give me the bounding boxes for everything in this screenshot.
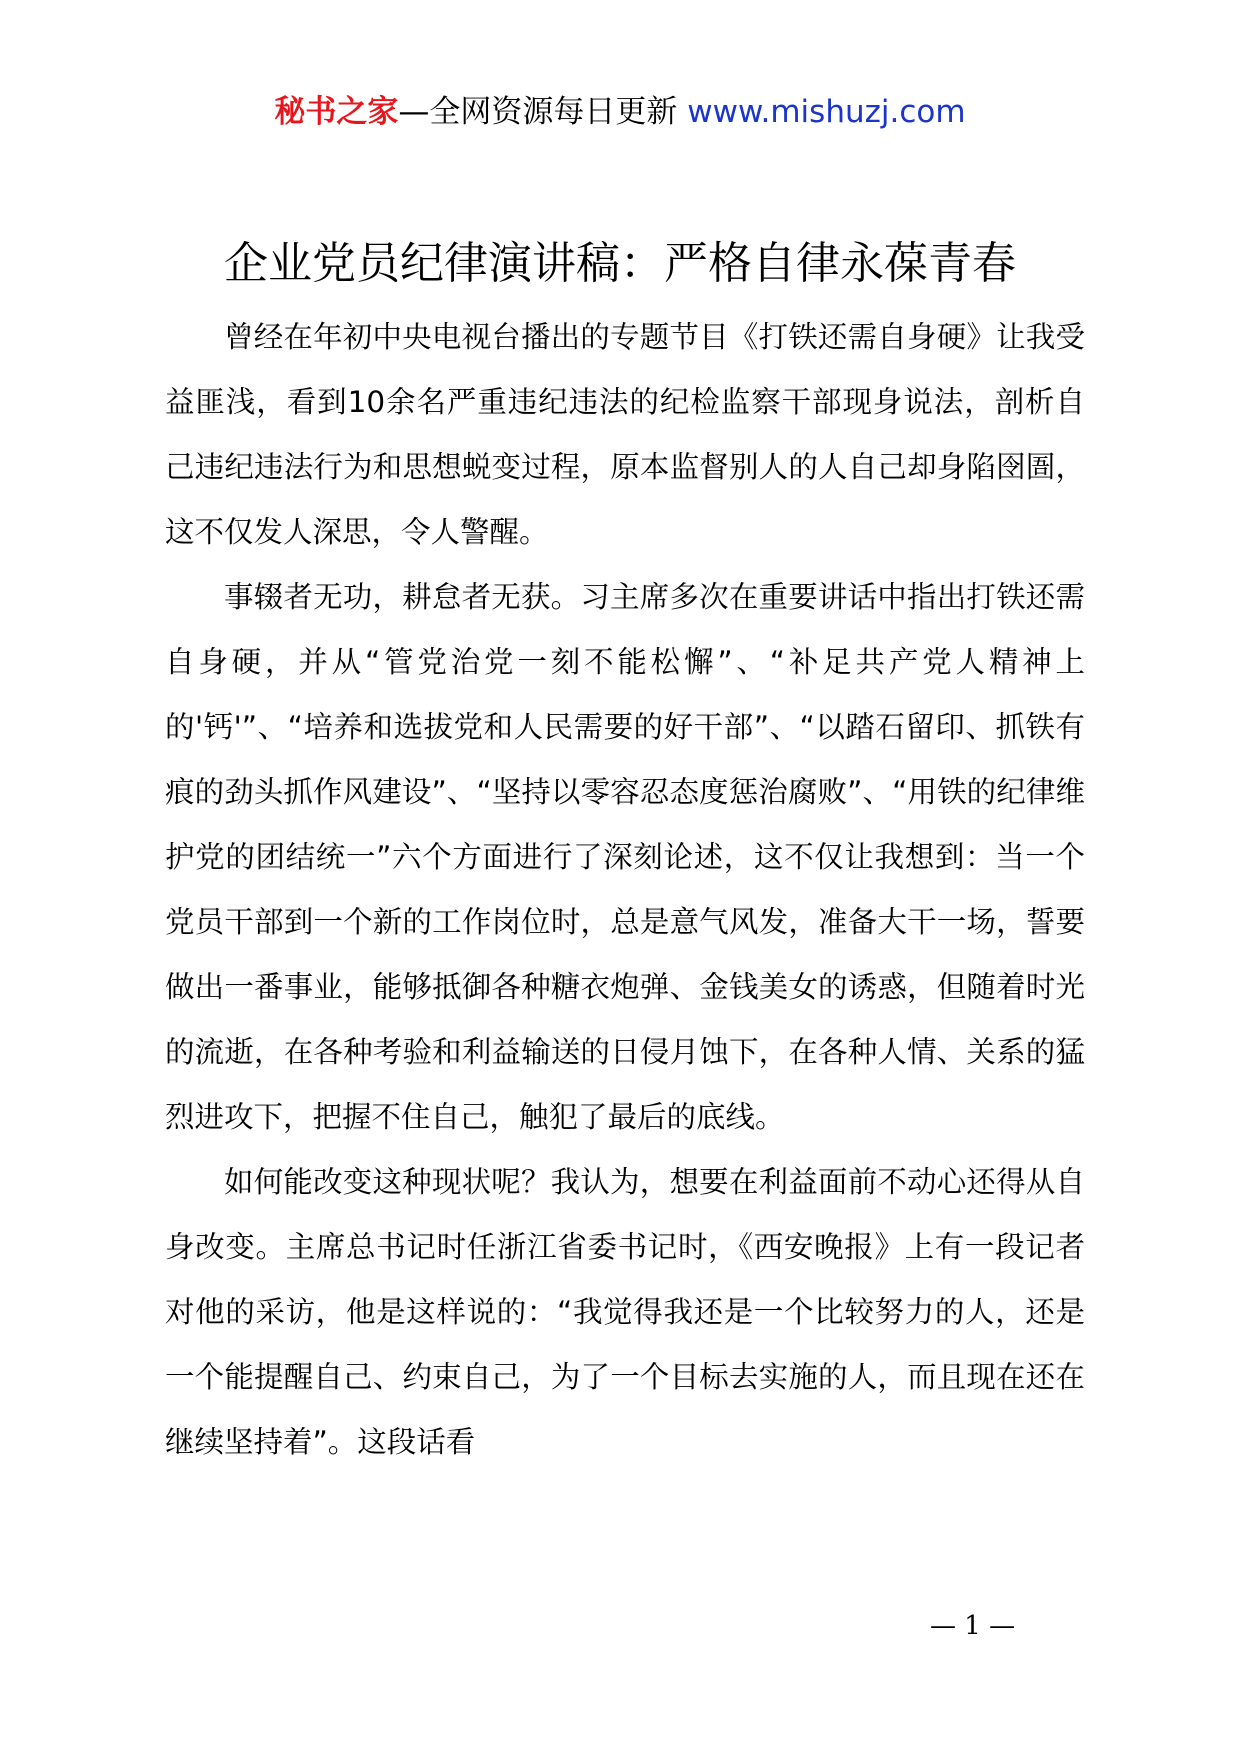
site-slogan: —全网资源每日更新: [398, 94, 678, 130]
document-title: 企业党员纪律演讲稿：严格自律永葆青春: [224, 238, 1016, 289]
paragraph-3: 如何能改变这种现状呢？我认为，想要在利益面前不动心还得从自身改变。主席总书记时任浙江省委书记时，《西安晚报》上有一段记者对他的采访，他是这样说的：“我觉得我还是一个比较努力的人，还是一个能提醒自己、约束自己，为了一个目标去实施的人，而且现在还在继续坚持着”。这段话看: [165, 1165, 1085, 1459]
paragraph-1: 曾经在年初中央电视台播出的专题节目《打铁还需自身硬》让我受益匪浅，看到10余名严重违纪违法的纪检监察干部现身说法，剖析自己违纪违法行为和思想蜕变过程，原本监督别人的人自己却身陷囹圄，这不仅发人深思，令人警醒。: [165, 320, 1085, 549]
page-number: — 1 —: [930, 1611, 1016, 1641]
site-url-link[interactable]: www.mishuzj.com: [687, 94, 966, 130]
site-brand: 秘书之家: [274, 94, 399, 130]
document-body: [165, 305, 1085, 1475]
paragraph-2: 事辍者无功，耕怠者无获。习主席多次在重要讲话中指出打铁还需自身硬，并从“管党治党一刻不能松懈”、“补足共产党人精神上的'钙'”、“培养和选拔党和人民需要的好干部”、“以踏石留印、抓铁有痕的劲头抓作风建设”、“坚持以零容忍态度惩治腐败”、“用铁的纪律维护党的团结统一”六个方面进行了深刻论述，这不仅让我想到：当一个党员干部到一个新的工作岗位时，总是意气风发，准备大干一场，誓要做出一番事业，能够抵御各种糖衣炮弹、金钱美女的诱惑，但随着时光的流逝，在各种考验和利益输送的日侵月蚀下，在各种人情、关系的猛烈进攻下，把握不住自己，触犯了最后的底线。: [165, 580, 1085, 1134]
site-header: [0, 92, 1240, 132]
